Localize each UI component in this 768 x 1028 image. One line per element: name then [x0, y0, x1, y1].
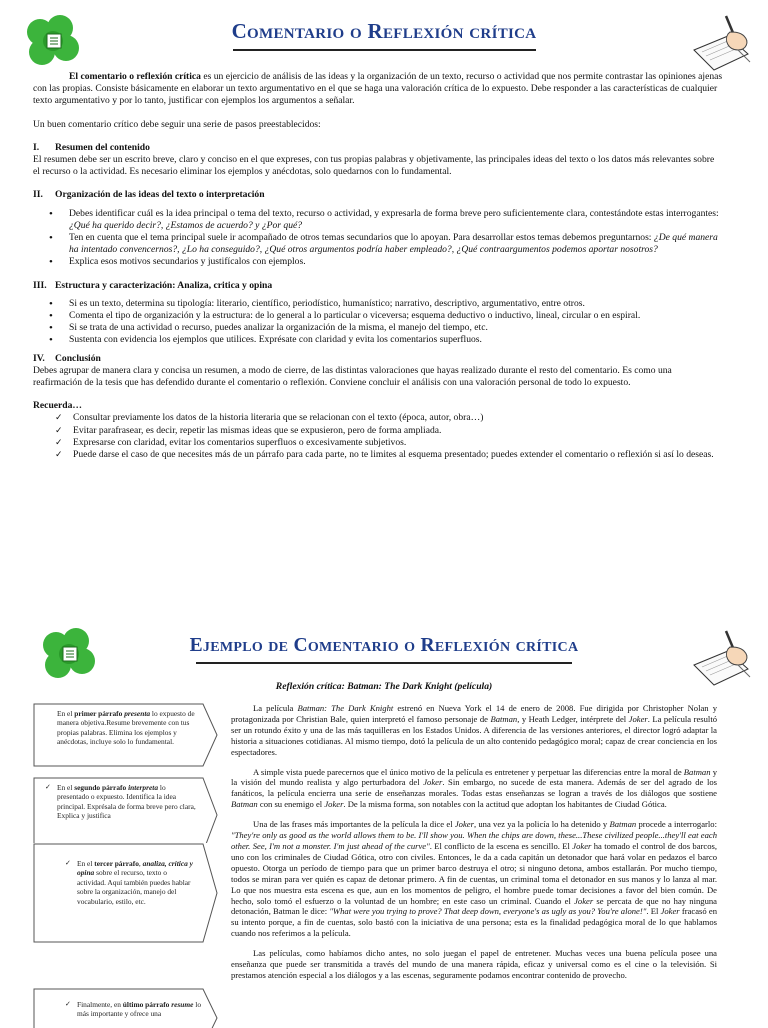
section-4-heading: IV. Conclusión: [33, 352, 101, 364]
list-item: • Debes identificar cuál es la idea principal o tema del texto, recurso o actividad, y expresarla de forma breve pero suficientemente clara, contestándote estas interrogantes: ¿Qué ha querido decir?, ¿Estamos de acuerdo? y ¿Por qué?: [69, 208, 723, 232]
example-paragraph-4: Las películas, como habíamos dicho antes, no solo juegan el papel de entretener. Muchas veces una buena película posee una enseñanza que puede ser transmitida a través del mundo de una manera rápida, eficaz y universal como es el cine o la televisión. Si prestamos atención especial a los diálogos y a las escenas, seguramente podamos encontrar contenido de provecho.: [231, 948, 717, 980]
example-page-title: Ejemplo de Comentario o Reflexión crítica: [189, 635, 579, 656]
list-item: • Si es un texto, determina su tipología: literario, científico, periodístico, humanístico; narrativo, descriptivo, argumentativo, entre otros.: [69, 298, 723, 310]
page-two: [0, 615, 768, 1024]
section-2-heading: II. Organización de las ideas del texto o interpretación: [33, 189, 265, 201]
section-3-heading: III. Estructura y caracterización: Analiza, critica y opina: [33, 279, 273, 291]
callout-third-paragraph: ✓ En el tercer párrafo, analiza, crítica y opina sobre el recurso, texto o actividad. Aquí también puedes hablar sobre la organización, manejo del vocabulario, estilo, etc.: [33, 843, 218, 943]
intro-lead: El comentario o reflexión crítica: [69, 71, 201, 82]
example-paragraph-1: La película Batman: The Dark Knight estrenó en Nueva York el 14 de enero de 2008. Fue dirigida por Christopher Nolan y protagonizada por Christian Bale, quien interpretó el famoso personaje de Batman, y Heath Ledger, intérprete del Joker. La película resultó ser un rotundo éxito y una de las más taquilleras en los Estados Unidos. A diferencia de las versiones anteriores, el director logró adaptar la historia a situaciones cotidianas. Al mismo tiempo, dotó la película de un alto contenido pedagógico moral; capaz de crear conciencia en los espectadores.: [231, 703, 717, 757]
recuerda-heading: Recuerda…: [33, 400, 83, 412]
callout-last-paragraph: ✓ Finalmente, en último párrafo resume lo más importante y ofrece una: [33, 988, 218, 1028]
intro-paragraph: [33, 71, 723, 108]
list-item: ✓ Puede darse el caso de que necesites más de un párrafo para cada parte, no te limites al esquema presentado; puedes extender el comentario o reflexión si así lo deseas.: [73, 449, 723, 461]
steps-intro: Un buen comentario crítico debe seguir una serie de pasos preestablecidos:: [33, 118, 321, 130]
section-3-list: [33, 298, 723, 347]
callout-first-paragraph: ✓ En el primer párrafo presenta lo expuesto de manera objetiva.Resume brevemente con tus propias palabras. Elimina los ejemplos y anécdotas, incluye solo lo fundamental.: [33, 703, 218, 767]
list-item: • Sustenta con evidencia los ejemplos que utilices. Exprésate con claridad y evita los comentarios superfluos.: [69, 334, 723, 346]
example-body: [231, 703, 717, 981]
title-underline: [196, 662, 572, 664]
list-item: • Comenta el tipo de organización y la estructura: de lo general a lo particular o viceversa; esquema deductivo o inductivo, lineal, circular o en espiral.: [69, 310, 723, 322]
list-item: • Ten en cuenta que el tema principal suele ir acompañado de otros temas secundarios que lo apoyan. Para desarrollar estos temas debemos preguntarnos: ¿De qué manera ha intentado convencernos?, ¿Lo ha conseguido?, ¿Qué otros argumentos podría haber empleado?, ¿Qué contraargumentos podemos aportar nosotros?: [69, 232, 723, 256]
section-2-list: [33, 208, 723, 269]
recuerda-list: [33, 412, 723, 461]
section-1-heading: I. Resumen del contenido: [33, 141, 150, 153]
callout-second-paragraph: ✓ En el segundo párrafo interpreta lo presentado o expuesto. Identifica la idea principal. Exprésala de forma breve pero clara, Explica y justifica: [33, 777, 218, 853]
list-item: • Si se trata de una actividad o recurso, puedes analizar la organización de la misma, el manejo del tiempo, etc.: [69, 322, 723, 334]
example-paragraph-2: A simple vista puede parecernos que el único motivo de la película es entretener y perpetuar las diferencias entre la moral de Batman y la visión del mundo realista y algo perturbadora del Joker. Sin embargo, no sucede de esta manera. Además de ser del agrado de los fanáticos, la película encierra una serie de enseñanzas morales. Todas estas enseñanzas se logran a través de los diálogos que sostiene Batman con su enemigo el Joker. De la misma forma, son notables con la actitud que adoptan los habitantes de Ciudad Gótica.: [231, 766, 717, 810]
list-item: ✓ Evitar parafrasear, es decir, repetir las mismas ideas que se expusieron, pero de forma ampliada.: [73, 425, 723, 437]
example-title: Reflexión crítica: Batman: The Dark Knight (película): [275, 681, 493, 692]
intro-text: es un ejercicio de análisis de las ideas y la organización de un texto, recurso o actividad que nos permite contrastar las opiniones ajenas con las propias. Consiste básicamente en elaborar un texto argumentativo en el que se haga una valoración crítica de lo expuesto. Debe responder a las características de cualquier texto argumentativo y por lo tanto, justificar con ejemplos los argumentos a señalar.: [33, 71, 723, 107]
example-paragraph-3: Una de las frases más importantes de la película la dice el Joker, una vez ya la policía lo ha detenido y Batman procede a interrogarlo: "They're only as good as the world allows them to be. I'll show you. When the chips are down, these...These civilized people...they'll eat each other. See, I'm not a monster. I'm just ahead of the curve". El conflicto de la escena es sencillo. El Joker ha tomado el control de dos barcos, uno con los criminales de Ciudad Gótica, otro con civiles. Entonces, le da a cada capitán un detonador que hará volar en pedazos el barco opuesto. Otorga un período de tiempo para que un primer barco destruya el otro; si ninguno detona, ambos estallarán. Por mucho tiempo, todos se miran para ver quién es capaz de detonar primero. A fin de cuentas, un criminal toma el detonador en sus manos y lo lanza al mar. Lo que nos muestra esta escena es que, aun en los momentos de peligro, el hombre puede tomar decisiones a favor del bien común. De hecho, solo tomó el esfuerzo o la voluntad de un hombre; en este caso un criminal. Cuando el Joker se percata de que no hay ninguna detonación, Batman le dice: "What were you trying to prove? That deep down, everyone's as ugly as you? You're alone!". El Joker fracasó en su intento porque, a fin de cuentas, solo bastó con la iniciativa de una persona; esta es la finalidad pedagógica moral de lo que hablamos cuando nos referimos a la película.: [231, 819, 717, 939]
section-1-text: El resumen debe ser un escrito breve, claro y conciso en el que expreses, con tus propias palabras y objetivamente, las principales ideas del texto o los datos más relevantes sobre el recurso o la actividad. Es necesario eliminar los ejemplos y anécdotas, solo quedarnos con lo fundamental.: [33, 154, 715, 178]
page-title: Comentario o Reflexión crítica: [231, 19, 537, 43]
list-item: • Explica esos motivos secundarios y justifícalos con ejemplos.: [69, 256, 723, 268]
comment-guide-body: [33, 71, 723, 461]
list-item: ✓ Expresarse con claridad, evitar los comentarios superfluos o excesivamente subjetivos.: [73, 437, 723, 449]
section-4-text: Debes agrupar de manera clara y concisa un resumen, a modo de cierre, de las distintas valoraciones que hayas realizado durante el resto del comentario. Es como una reafirmación de la tesis que has defendido durante el comentario o reflexión. Conviene concluir el análisis con una valoración personal de todo lo expuesto.: [33, 364, 672, 389]
list-item: ✓ Consultar previamente los datos de la historia literaria que se relacionan con el texto (época, autor, obra…): [73, 412, 723, 424]
title-underline: [233, 49, 536, 51]
